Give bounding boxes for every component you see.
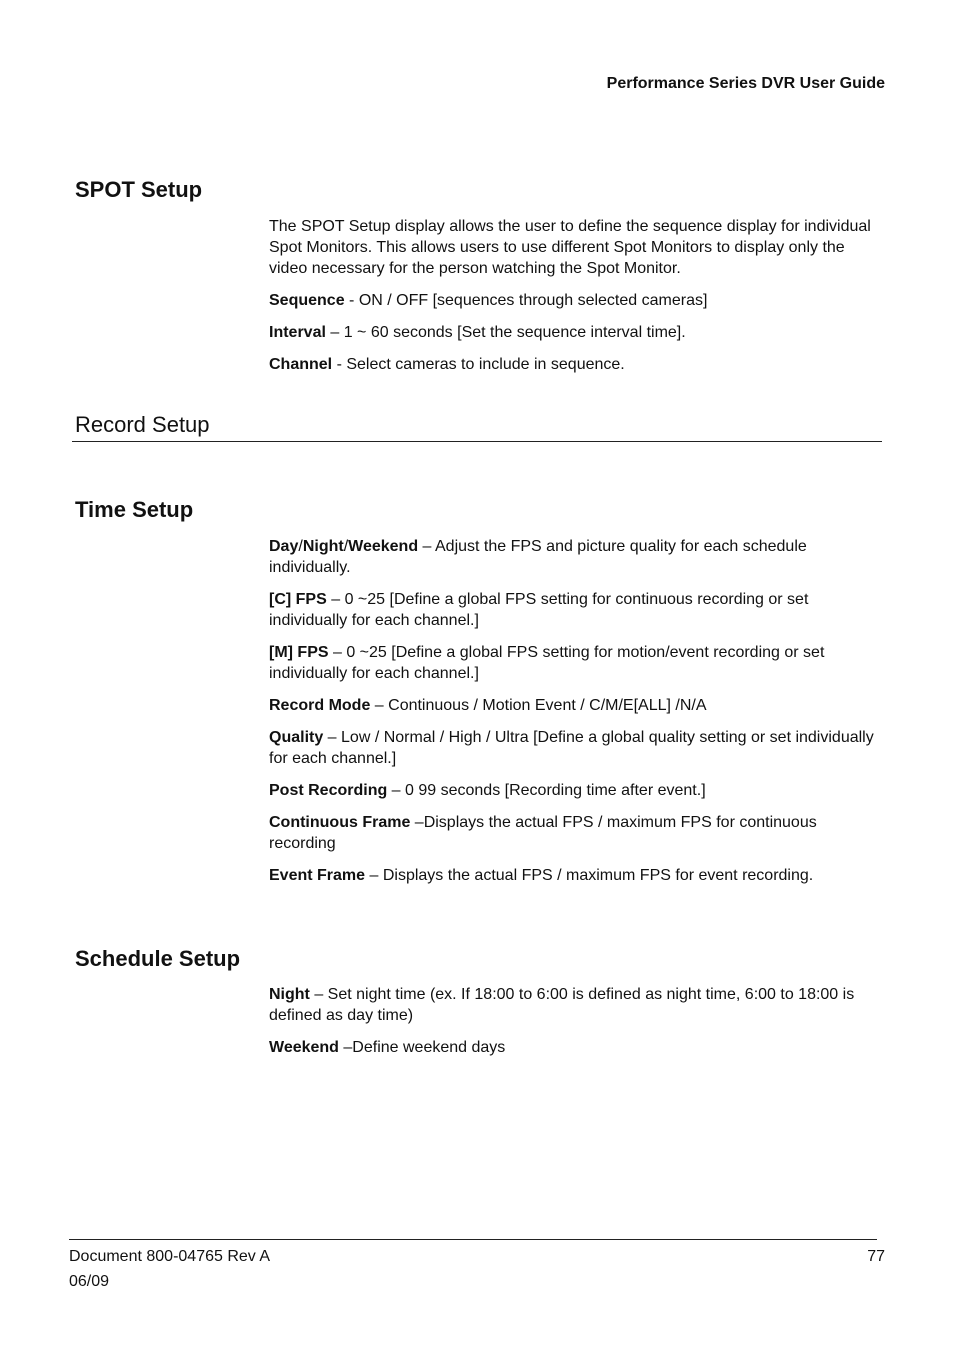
term: Interval [269,324,326,341]
description: –Define weekend days [338,1039,506,1056]
schedule-item-weekend [269,1037,884,1058]
term: Record Mode [269,697,371,714]
section-heading-record-setup: Record Setup [75,412,210,437]
time-item-quality [269,727,884,769]
spot-setup-body [269,216,884,386]
term: Sequence [269,292,345,309]
schedule-setup-body [269,984,884,1069]
term: [C] FPS [269,591,327,608]
section-divider [72,441,882,442]
footer-date: 06/09 [69,1273,110,1290]
separator: / [343,538,349,555]
spot-item-channel [269,354,884,375]
term: Event Frame [269,867,366,884]
term: Night [269,986,310,1003]
description: – Low / Normal / High / Ultra [Define a global quality setting or set individually for each channel.] [269,729,874,767]
time-setup-body [269,536,884,897]
term-weekend: Weekend [348,538,419,555]
term: Quality [269,729,324,746]
running-header: Performance Series DVR User Guide [606,75,885,92]
term: [M] FPS [269,644,329,661]
time-item-event-frame [269,865,884,886]
description: - ON / OFF [sequences through selected cameras] [344,292,708,309]
schedule-item-night [269,984,884,1026]
time-item-c-fps [269,589,884,631]
spot-setup-intro: The SPOT Setup display allows the user to define the sequence display for individual Spot Monitors. This allows users to use different Spot Monitors to display only the video necessary for the person watching the Spot Monitor. [269,218,871,277]
description: – 0 99 seconds [Recording time after event.] [387,782,706,799]
section-heading-spot-setup: SPOT Setup [75,177,203,202]
term: Continuous Frame [269,814,411,831]
term-night: Night [302,538,344,555]
time-item-m-fps [269,642,884,684]
term-day: Day [269,538,299,555]
footer-rule [69,1239,877,1240]
description: – Continuous / Motion Event / C/M/E[ALL] /N/A [370,697,707,714]
description: – 0 ~25 [Define a global FPS setting for continuous recording or set individually for each channel.] [269,591,809,629]
time-item-continuous-frame [269,812,884,854]
description: – 1 ~ 60 seconds [Set the sequence interval time]. [325,324,686,341]
spot-item-sequence [269,290,884,311]
section-heading-time-setup: Time Setup [75,497,194,522]
time-item-record-mode [269,695,884,716]
description: – Adjust the FPS and picture quality for each schedule individually. [269,538,807,576]
time-item-day-night-weekend [269,536,884,578]
time-item-post-recording [269,780,884,801]
description: –Displays the actual FPS / maximum FPS for continuous recording [269,814,817,852]
footer-document-id: Document 800-04765 Rev A [69,1248,271,1265]
term: Channel [269,356,333,373]
description: – Displays the actual FPS / maximum FPS for event recording. [365,867,814,884]
description: - Select cameras to include in sequence. [332,356,625,373]
term: Post Recording [269,782,388,799]
section-heading-schedule-setup: Schedule Setup [75,946,241,971]
spot-item-interval [269,322,884,343]
separator: / [298,538,303,555]
description: – 0 ~25 [Define a global FPS setting for motion/event recording or set individually for each channel.] [269,644,825,682]
description: – Set night time (ex. If 18:00 to 6:00 is defined as night time, 6:00 to 18:00 is defined as day time) [269,986,855,1024]
term: Weekend [269,1039,339,1056]
page-number: 77 [867,1248,885,1265]
